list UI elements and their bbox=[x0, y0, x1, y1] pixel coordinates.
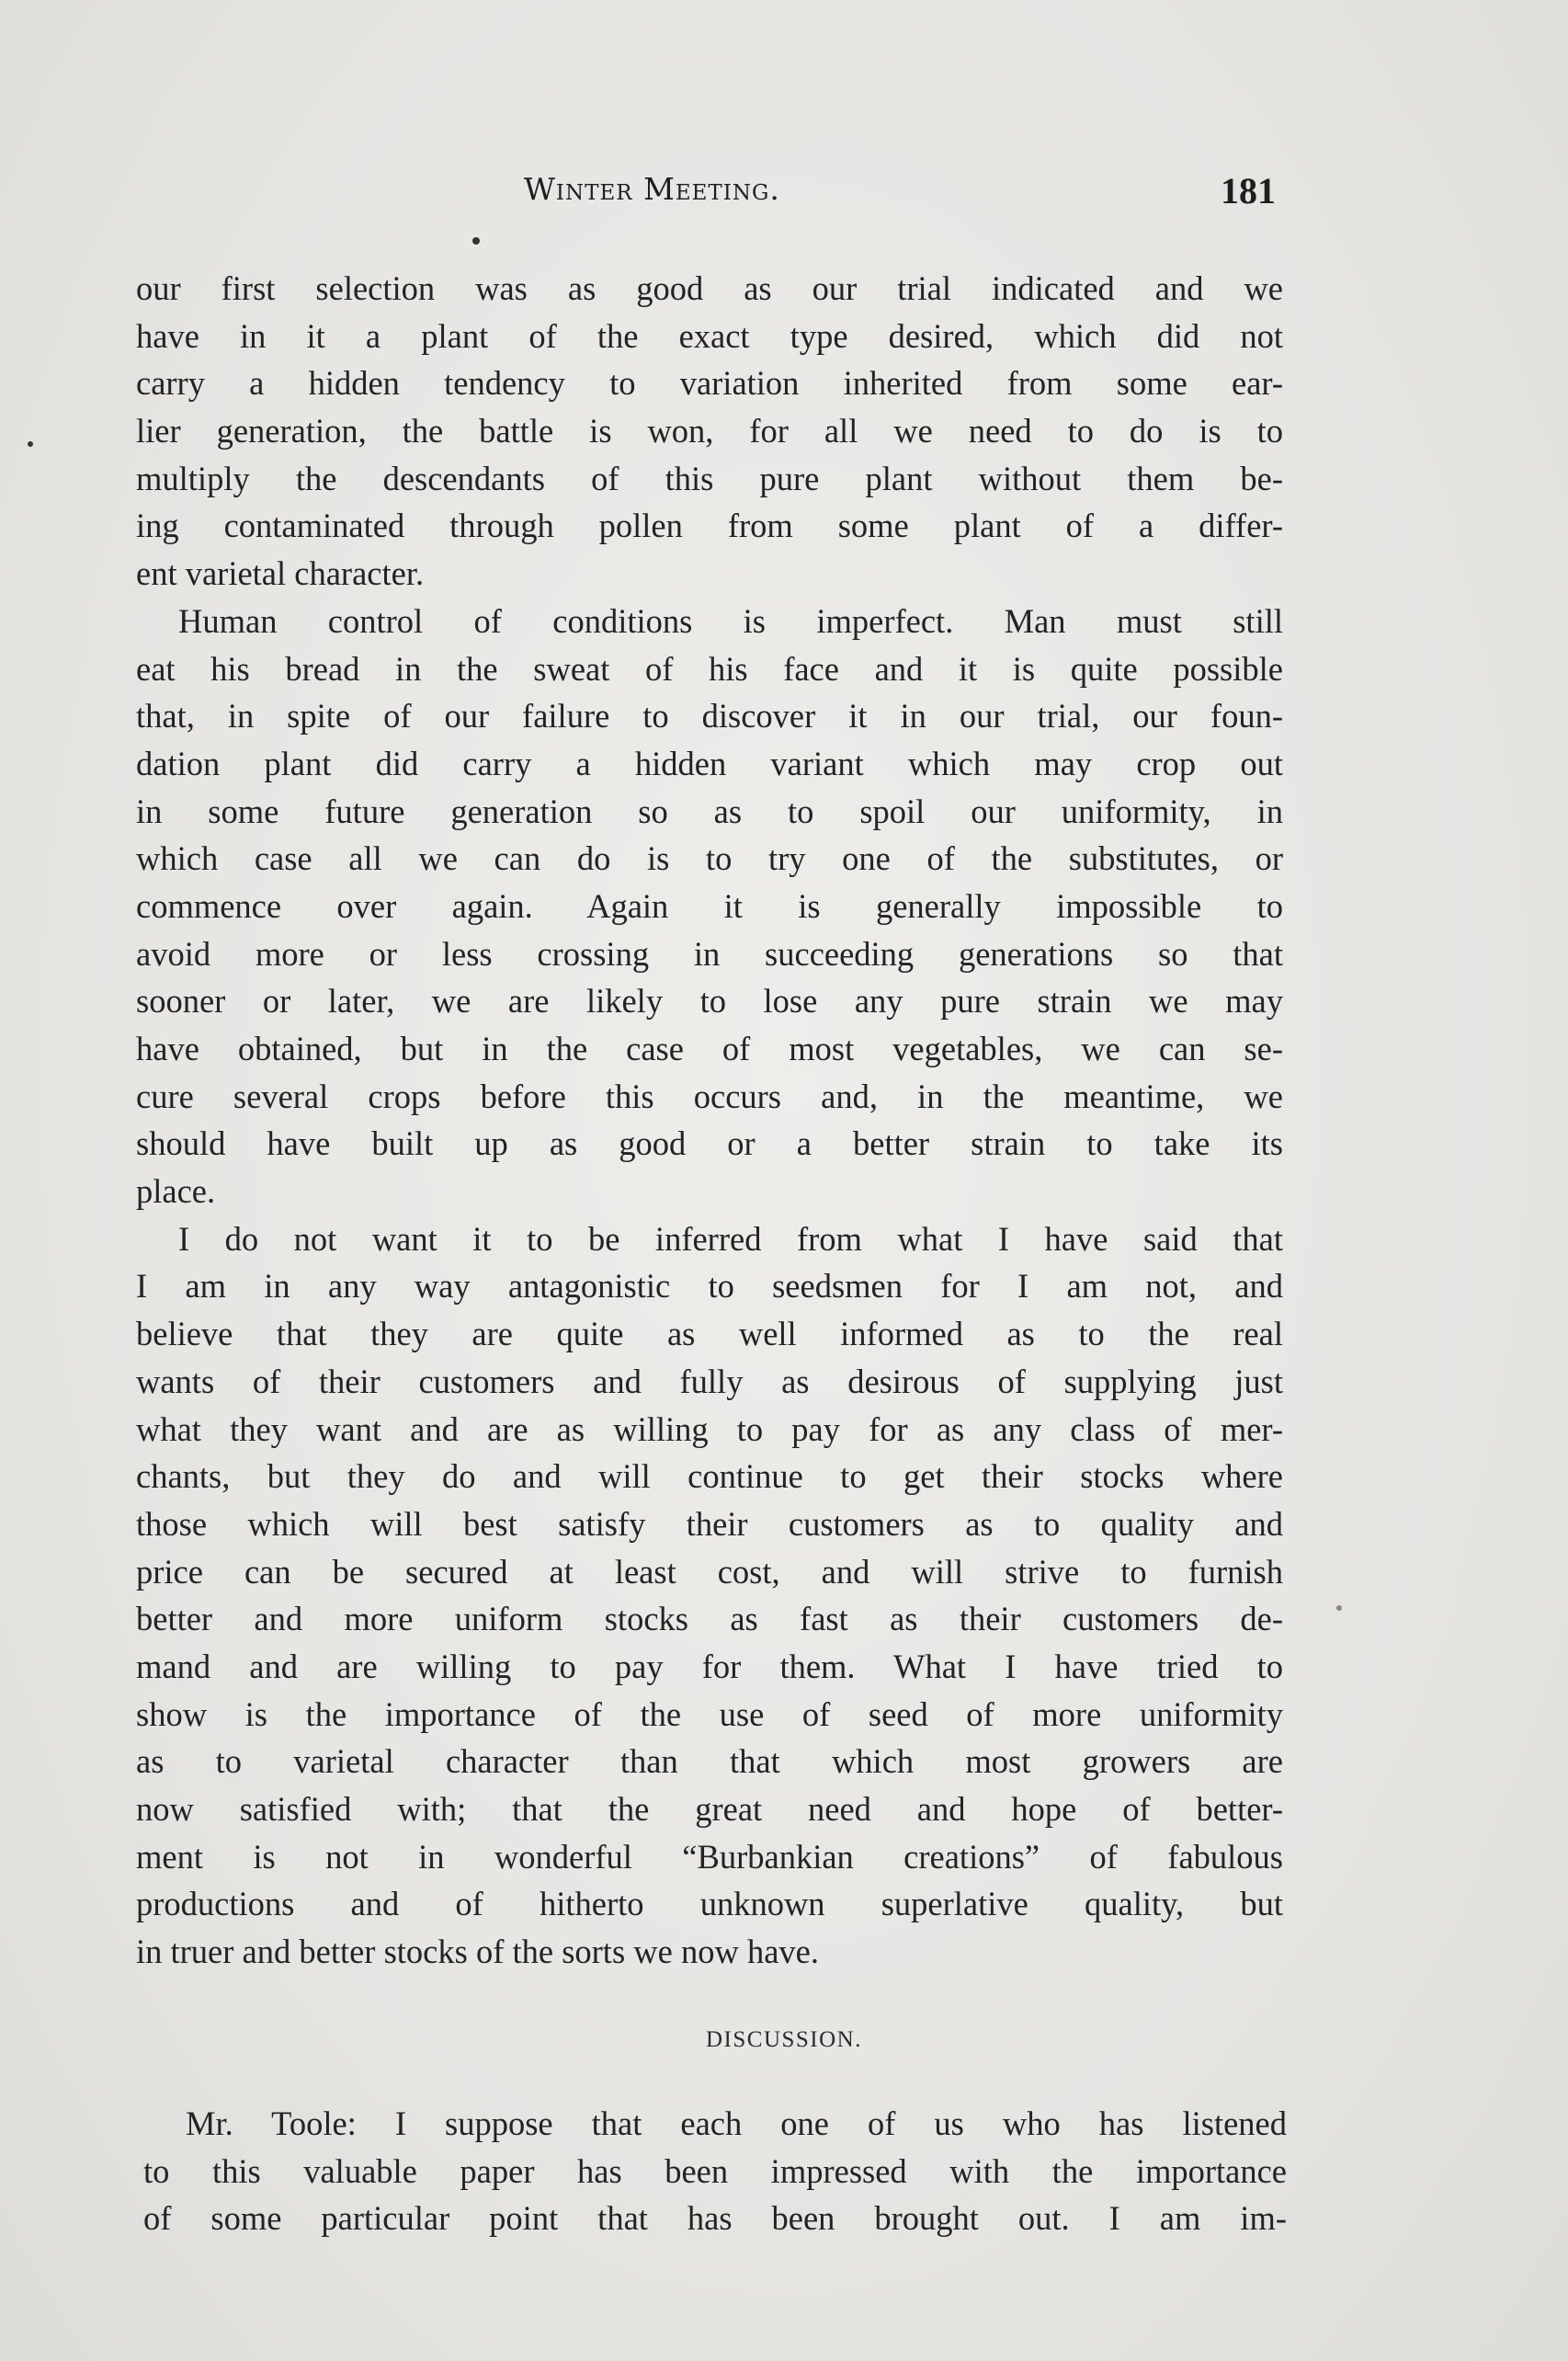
text-line: of some particular point that has been brought out. I am im- bbox=[143, 2199, 1287, 2238]
text-line: Mr. Toole: I suppose that each one of us who has listened bbox=[186, 2104, 1287, 2142]
text-line: commence over again. Again it is generally impossible to bbox=[136, 886, 1283, 925]
text-line: lier generation, the battle is won, for all we need to do is to bbox=[136, 412, 1283, 451]
text-line: believe that they are quite as well informed as to the real bbox=[136, 1315, 1283, 1353]
text-line: as to varietal character than that which most growers are bbox=[136, 1742, 1283, 1781]
text-line: to this valuable paper has been impressed with the importance bbox=[143, 2151, 1287, 2190]
paragraph bbox=[136, 1215, 1283, 1976]
text-line: what they want and are as willing to pay for as any class of mer- bbox=[136, 1409, 1283, 1448]
text-line: multiply the descendants of this pure plant without them be- bbox=[136, 459, 1283, 497]
print-speck bbox=[1336, 1605, 1342, 1611]
text-line: price can be secured at least cost, and will strive to furnish bbox=[136, 1552, 1283, 1591]
text-line: those which will best satisfy their customers as to quality and bbox=[136, 1504, 1283, 1543]
text-line: I am in any way antagonistic to seedsmen for I am not, and bbox=[136, 1267, 1283, 1306]
text-line: dation plant did carry a hidden variant which may crop out bbox=[136, 744, 1283, 782]
print-speck bbox=[472, 237, 480, 245]
text-line: our first selection was as good as our trial indicated and we bbox=[136, 269, 1283, 307]
text-line: in truer and better stocks of the sorts we now have. bbox=[136, 1933, 819, 1971]
running-head bbox=[136, 171, 1276, 217]
text-line: I do not want it to be inferred from what I have said that bbox=[178, 1219, 1283, 1258]
text-line: now satisfied with; that the great need and hope of better- bbox=[136, 1790, 1283, 1828]
text-line: should have built up as good or a better strain to take its bbox=[136, 1124, 1283, 1163]
discussion-text bbox=[143, 2100, 1287, 2242]
text-line: carry a hidden tendency to variation inherited from some ear- bbox=[136, 364, 1283, 403]
text-line: sooner or later, we are likely to lose any pure strain we may bbox=[136, 982, 1283, 1021]
text-line: eat his bread in the sweat of his face and it is quite possible bbox=[136, 649, 1283, 688]
page-number: 181 bbox=[1221, 170, 1276, 211]
paragraph bbox=[136, 598, 1283, 1215]
text-line: that, in spite of our failure to discover it in our trial, our foun- bbox=[136, 697, 1283, 736]
text-line: which case all we can do is to try one of the substitutes, or bbox=[136, 839, 1283, 878]
body-text bbox=[136, 265, 1283, 1976]
text-line: cure several crops before this occurs and, in the meantime, we bbox=[136, 1077, 1283, 1115]
text-line: place. bbox=[136, 1172, 216, 1211]
text-line: ent varietal character. bbox=[136, 554, 425, 593]
text-line: avoid more or less crossing in succeeding generations so that bbox=[136, 934, 1283, 973]
text-line: mand and are willing to pay for them. What I have tried to bbox=[136, 1647, 1283, 1685]
text-line: better and more uniform stocks as fast as their customers de- bbox=[136, 1600, 1283, 1638]
text-line: productions and of hitherto unknown superlative quality, but bbox=[136, 1885, 1283, 1923]
section-heading: DISCUSSION. bbox=[705, 2027, 862, 2052]
text-line: wants of their customers and fully as desirous of supplying just bbox=[136, 1362, 1283, 1400]
text-line: ment is not in wonderful “Burbankian creations” of fabulous bbox=[136, 1837, 1283, 1876]
text-line: have in it a plant of the exact type desired, which did not bbox=[136, 316, 1283, 355]
text-line: have obtained, but in the case of most vegetables, we can se- bbox=[136, 1030, 1283, 1067]
paragraph bbox=[136, 265, 1283, 598]
running-title: Winter Meeting. bbox=[524, 171, 780, 207]
text-line: chants, but they do and will continue to get their stocks where bbox=[136, 1457, 1283, 1496]
text-line: ing contaminated through pollen from some plant of a differ- bbox=[136, 507, 1283, 545]
text-line: show is the importance of the use of seed of more uniformity bbox=[136, 1694, 1283, 1733]
print-speck bbox=[28, 441, 33, 447]
text-line: in some future generation so as to spoil our uniformity, in bbox=[136, 792, 1283, 830]
text-line: Human control of conditions is imperfect. Man must still bbox=[178, 601, 1283, 640]
